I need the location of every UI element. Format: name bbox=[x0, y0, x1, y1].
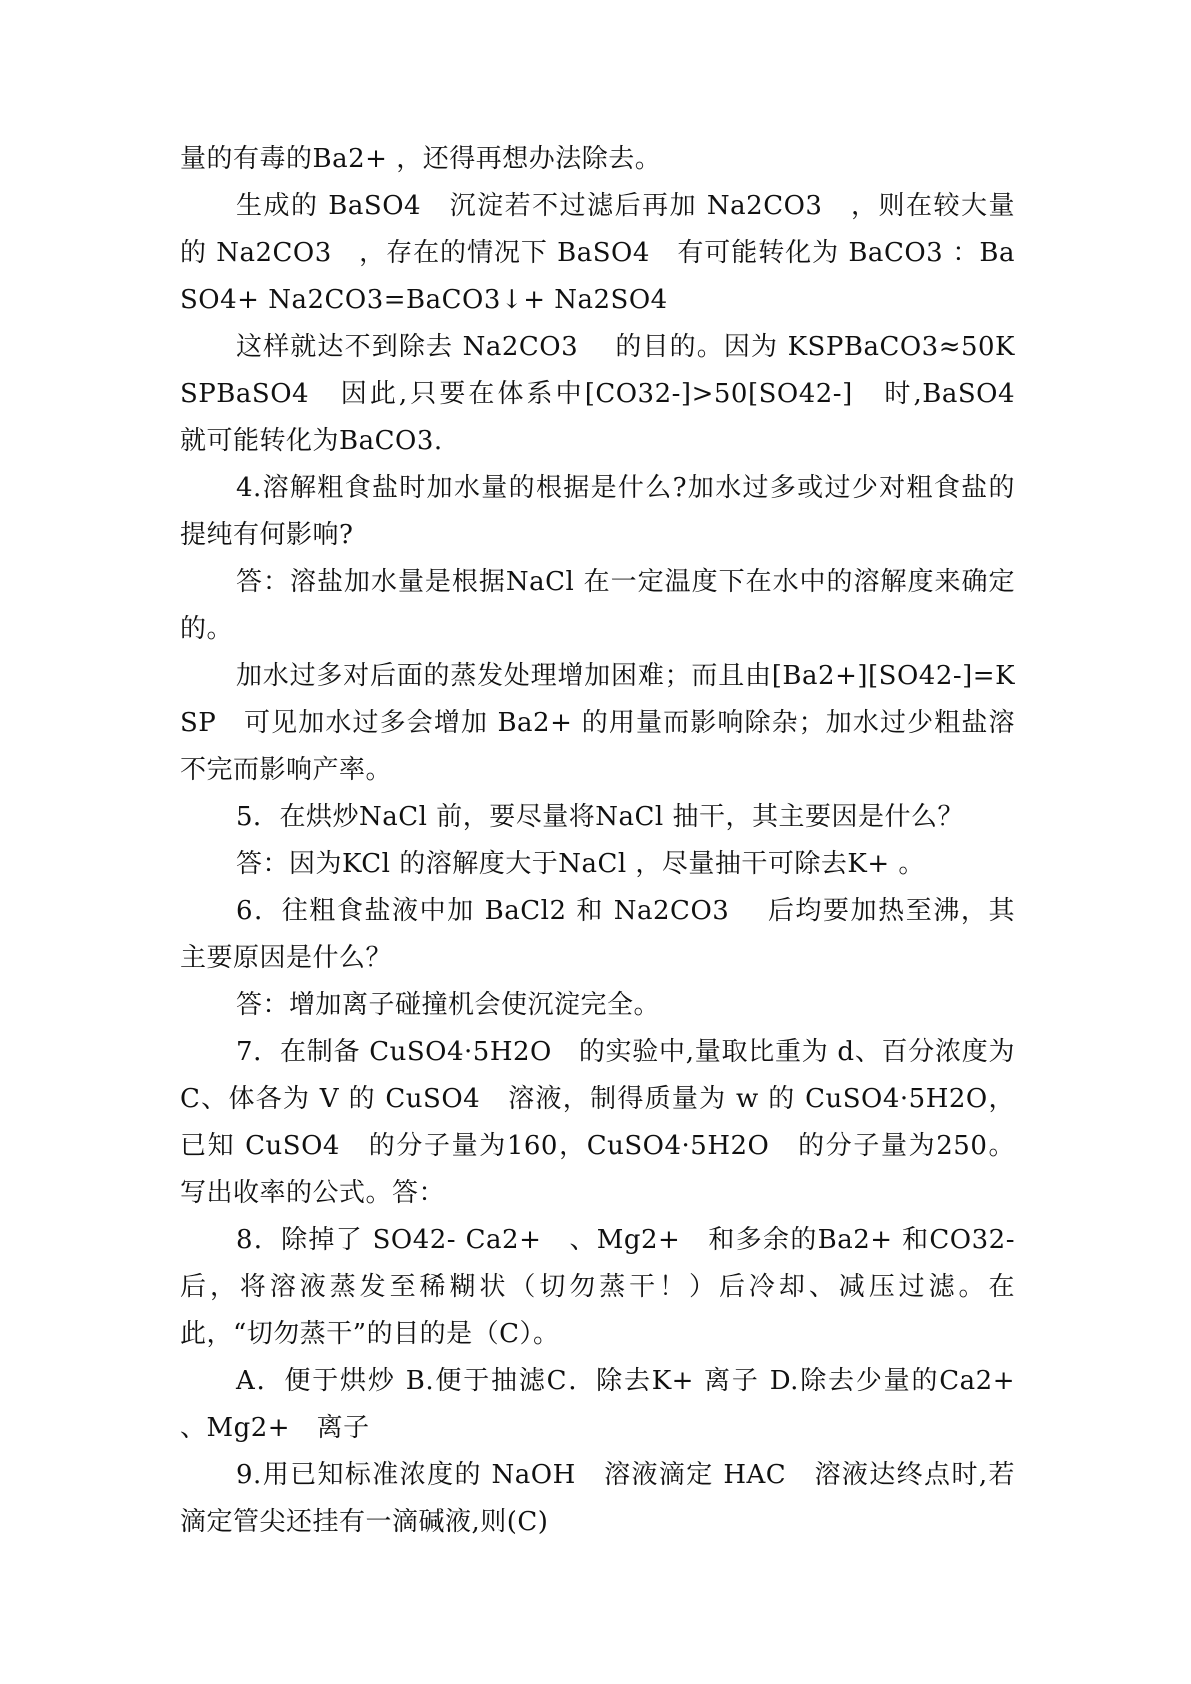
answer-5: 答：因为KCl 的溶解度大于NaCl ，尽量抽干可除去K+ 。 bbox=[236, 849, 925, 879]
paragraph-continuation: 量的有毒的Ba2+ ，还得再想办法除去。 bbox=[180, 144, 662, 174]
answer-4: 答：溶盐加水量是根据NaCl 在一定温度下在水中的溶解度来确定的。 bbox=[180, 567, 1015, 644]
document-body bbox=[180, 136, 1042, 1546]
question-8-options: A．便于烘炒 B.便于抽滤C．除去K+ 离子 D.除去少量的Ca2+ 、Mg2+ 离子 bbox=[180, 1366, 1015, 1443]
question-6: 6．往粗食盐液中加 BaCl2 和 Na2CO3 后均要加热至沸，其主要原因是什么？ bbox=[180, 896, 1015, 973]
answer-6: 答：增加离子碰撞机会使沉淀完全。 bbox=[236, 990, 661, 1020]
question-9: 9.用已知标准浓度的 NaOH 溶液滴定 HAC 溶液达终点时,若滴定管尖还挂有一滴碱液,则(C) bbox=[180, 1460, 1015, 1537]
answer-4-detail: 加水过多对后面的蒸发处理增加困难；而且由[Ba2+][SO42-]=KSP 可见加水过多会增加 Ba2+ 的用量而影响除杂；加水过少粗盐溶不完而影响产率。 bbox=[180, 661, 1015, 785]
question-4: 4.溶解粗食盐时加水量的根据是什么?加水过多或过少对粗食盐的提纯有何影响? bbox=[180, 473, 1015, 550]
question-5: 5．在烘炒NaCl 前，要尽量将NaCl 抽干，其主要因是什么？ bbox=[236, 802, 964, 832]
paragraph-baso4-conversion: 生成的 BaSO4 沉淀若不过滤后再加 Na2CO3 ，则在较大量的 Na2CO3 ，存在的情况下 BaSO4 有可能转化为 BaCO3 ：BaSO4+ Na2CO3=BaCO3↓+ Na2SO4 bbox=[180, 191, 1015, 315]
question-7: 7．在制备 CuSO4·5H2O 的实验中,量取比重为 d、百分浓度为 C、体各为 V 的 CuSO4 溶液，制得质量为 w 的 CuSO4·5H2O，已知 CuSO4 的分子量为160，CuSO4·5H2O 的分子量为250。写出收率的公式。答： bbox=[180, 1037, 1015, 1208]
paragraph-ksp-explanation: 这样就达不到除去 Na2CO3 的目的。因为 KSPBaCO3≈50K SPBaSO4 因此,只要在体系中[CO32-]>50[SO42-] 时,BaSO4 就可能转化为BaCO3. bbox=[180, 332, 1042, 456]
question-8: 8．除掉了 SO42- Ca2+ 、Mg2+ 和多余的Ba2+ 和CO32- 后，将溶液蒸发至稀糊状（切勿蒸干！）后冷却、减压过滤。在此，“切勿蒸干”的目的是（C）。 bbox=[180, 1225, 1015, 1349]
